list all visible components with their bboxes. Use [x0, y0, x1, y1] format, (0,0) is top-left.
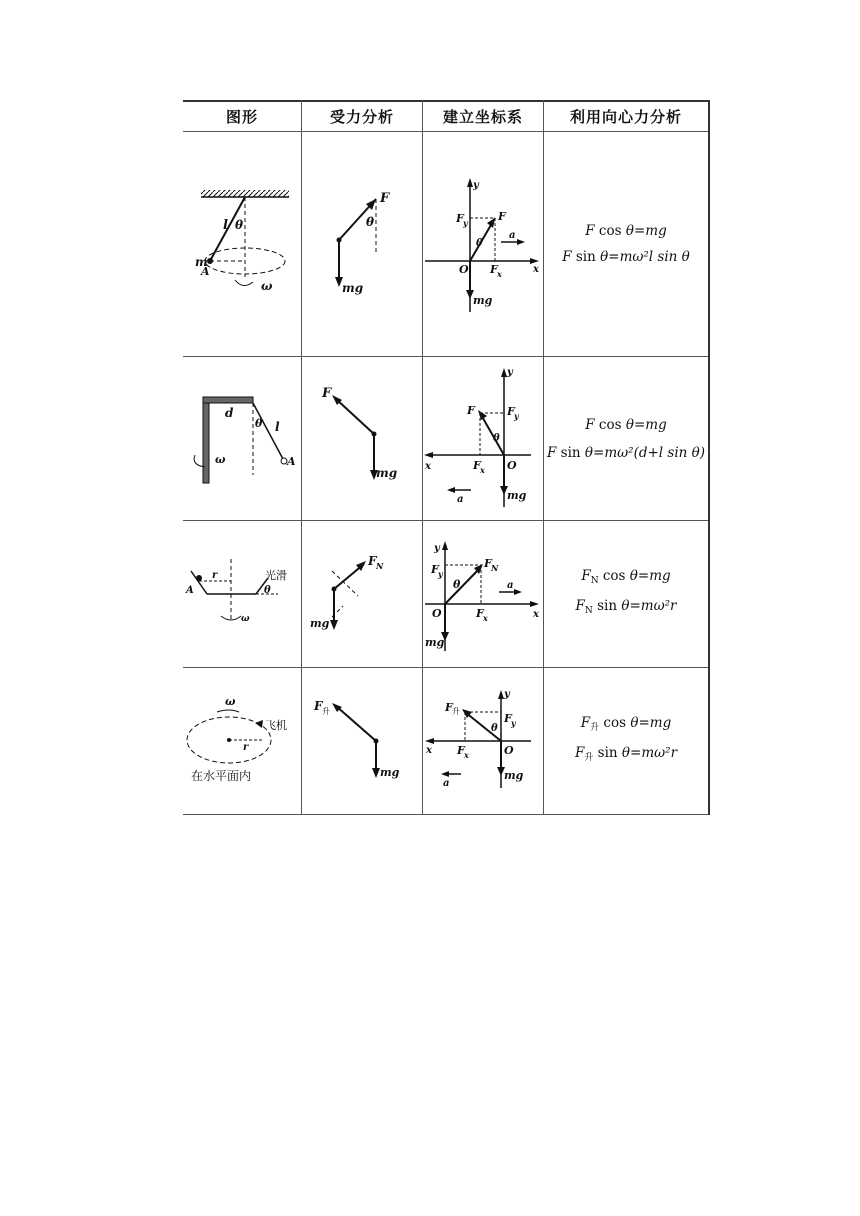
label-O: O: [507, 459, 517, 472]
bowl-figure: [183, 521, 301, 667]
label-Fx-sub: x: [464, 750, 469, 760]
label-a: a: [443, 778, 450, 789]
equation-horizontal: F sin θ=mω²l sin θ: [562, 249, 690, 265]
label-mg: mg: [473, 294, 493, 307]
equations-row-3: [544, 521, 708, 667]
label-F: F: [322, 386, 332, 401]
label-d: d: [225, 406, 234, 420]
label-l: l: [223, 218, 228, 233]
table-bottom-border: [183, 814, 710, 815]
label-mg: mg: [507, 489, 527, 502]
arrow-head: [447, 487, 455, 493]
label-theta: θ: [264, 585, 271, 596]
force-vector: [480, 413, 504, 455]
label-plane: 飞机: [265, 719, 287, 732]
label-mg: mg: [342, 281, 364, 295]
equations-row-2: [544, 357, 708, 520]
equation-vertical: $F_N$ cos θ=mg: [581, 568, 671, 586]
point-mass: [332, 587, 337, 592]
coordinate-diagram-4: [423, 668, 543, 814]
label-A: A: [186, 585, 194, 596]
header-force-analysis: 受力分析: [329, 107, 394, 126]
header-centripetal-analysis: 利用向心力分析: [569, 107, 682, 126]
label-x: x: [533, 609, 539, 620]
equations-row-4: [544, 668, 708, 814]
label-theta: θ: [366, 215, 375, 229]
label-Fx: F: [476, 607, 484, 620]
label-r: r: [243, 742, 249, 753]
arrow-head: [478, 410, 487, 420]
label-Fy-sub: y: [514, 411, 519, 421]
label-y: y: [504, 689, 510, 700]
label-r: r: [212, 570, 218, 581]
label-F-sub: 升: [452, 707, 460, 716]
label-Fy-sub: y: [438, 569, 443, 579]
horizontal-arm: [203, 397, 253, 403]
label-FN: F: [368, 554, 377, 568]
equation-horizontal: F sin θ=mω²(d+l sin θ): [546, 445, 706, 461]
label-F: F: [445, 701, 453, 714]
label-mg: mg: [376, 466, 398, 480]
header-figure: 图形: [225, 107, 258, 126]
label-Fy: F: [504, 712, 512, 725]
label-FN-sub: N: [376, 561, 384, 571]
conical-pendulum-figure: [183, 132, 301, 356]
label-Fx: F: [490, 263, 498, 276]
normal-force-vector: [445, 567, 481, 604]
caption-horizontal-plane: 在水平面内: [191, 769, 252, 783]
ball: [196, 575, 202, 581]
label-a: a: [457, 494, 464, 505]
point-mass: [374, 739, 379, 744]
header-coordinate-system: 建立坐标系: [442, 107, 523, 126]
label-omega: ω: [225, 695, 236, 708]
label-mg: mg: [425, 636, 445, 649]
label-Fx-sub: x: [480, 465, 485, 475]
equations-row-1: [544, 132, 708, 356]
label-theta: θ: [235, 218, 244, 232]
label-smooth: 光滑: [265, 569, 287, 582]
ball-mass: [207, 258, 213, 264]
label-O: O: [432, 607, 442, 620]
label-Fx-sub: x: [483, 613, 488, 623]
label-F: F: [380, 191, 390, 206]
label-y: y: [434, 543, 440, 554]
point-mass: [372, 432, 377, 437]
label-mg: mg: [310, 617, 330, 630]
label-theta: θ: [476, 238, 483, 249]
label-a: a: [507, 580, 514, 591]
center-point: [227, 738, 231, 742]
normal-line-dashed: [332, 571, 358, 596]
rotating-frame-figure: [183, 357, 301, 520]
arrow-head: [425, 738, 434, 744]
tension-vector: [336, 399, 374, 434]
label-omega: ω: [241, 614, 250, 624]
label-O: O: [459, 263, 469, 276]
label-Fx: F: [457, 744, 465, 757]
label-theta: θ: [255, 417, 263, 430]
label-mg: mg: [504, 769, 524, 782]
label-A: A: [287, 455, 296, 468]
lift-vector: [336, 706, 376, 741]
label-O: O: [504, 744, 514, 757]
label-y: y: [473, 180, 479, 191]
label-Fx-sub: x: [497, 269, 502, 279]
label-F: F: [467, 404, 475, 417]
arrow-head: [441, 771, 449, 777]
label-Fx: F: [473, 459, 481, 472]
point-mass: [337, 238, 342, 243]
rotation-arrow: [235, 280, 253, 286]
coordinate-diagram-1: [423, 132, 543, 356]
arrow-head: [330, 620, 338, 630]
label-F-sub: 升: [322, 707, 330, 716]
airplane-figure: [183, 668, 301, 814]
arrow-head: [372, 768, 380, 778]
arrow-head: [530, 601, 539, 607]
label-FN-sub: N: [491, 563, 499, 573]
label-mg: mg: [380, 766, 400, 779]
label-Fy: F: [456, 212, 464, 225]
label-theta: θ: [453, 578, 461, 591]
force-diagram-1: [302, 132, 422, 356]
label-m: m: [195, 255, 208, 269]
rotation-arrow: [217, 710, 239, 712]
label-x: x: [425, 461, 431, 472]
label-x: x: [533, 264, 539, 275]
arrow-head: [442, 541, 448, 550]
label-A: A: [201, 265, 210, 278]
label-omega: ω: [261, 279, 273, 293]
label-Fy-sub: y: [463, 218, 468, 228]
equation-vertical: F cos θ=mg: [585, 417, 667, 433]
label-theta: θ: [493, 433, 500, 444]
force-diagram-2: [302, 357, 422, 520]
label-Fy: F: [507, 405, 515, 418]
label-l: l: [275, 420, 280, 434]
physics-table: [183, 100, 710, 815]
label-Fy-sub: y: [511, 718, 516, 728]
equation-horizontal: $F_升$ sin θ=mω²r: [574, 745, 678, 763]
equation-vertical: $F_升$ cos θ=mg: [580, 715, 672, 733]
vertical-rod: [203, 397, 209, 483]
label-F: F: [314, 699, 323, 713]
label-a: a: [509, 230, 516, 241]
coordinate-diagram-2: [423, 357, 543, 520]
label-F: F: [498, 210, 506, 223]
arrow-head: [424, 452, 433, 458]
table-right-border: [708, 100, 710, 815]
arrow-head: [514, 589, 522, 595]
label-omega: ω: [215, 453, 226, 466]
arrow-head: [517, 239, 525, 245]
equation-vertical: F cos θ=mg: [585, 223, 667, 239]
force-diagram-4: [302, 668, 422, 814]
force-diagram-3: [302, 521, 422, 667]
airplane-icon: [255, 720, 263, 728]
coordinate-diagram-3: [423, 521, 543, 667]
ceiling-hatch: [201, 190, 289, 197]
label-y: y: [507, 367, 513, 378]
label-theta: θ: [491, 723, 498, 734]
label-FN: F: [484, 557, 492, 570]
label-Fy: F: [431, 563, 439, 576]
equation-horizontal: $F_N$ sin θ=mω²r: [575, 598, 677, 616]
label-x: x: [426, 745, 432, 756]
